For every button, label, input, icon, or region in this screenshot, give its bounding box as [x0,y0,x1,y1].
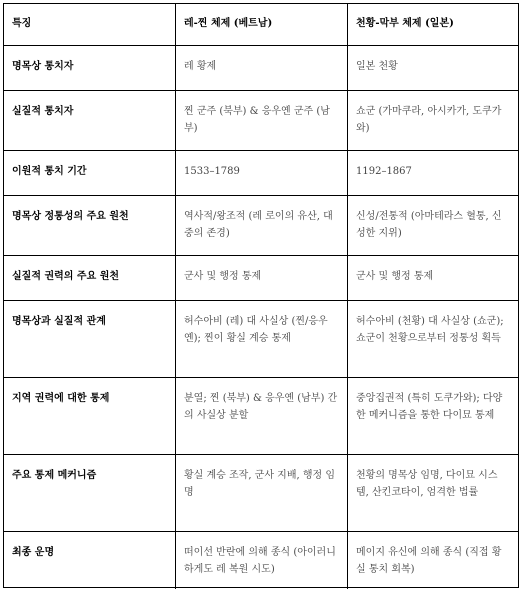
vietnam-cell: 1533–1789 [176,151,348,195]
header-japan: 천황-막부 체제 (일본) [348,4,518,45]
table-row [4,256,518,301]
vietnam-cell: 떠이선 반란에 의해 종식 (아이러니하게도 레 복원 시도) [176,532,348,589]
japan-cell: 군사 및 행정 통제 [356,271,434,282]
row-label: 주요 통제 메커니즘 [4,455,176,531]
vietnam-cell: 레 황제 [176,46,348,90]
comparison-table [3,3,519,588]
row-label: 이원적 통치 기간 [4,151,176,195]
vietnam-cell: 분열; 찐 (북부) & 응우옌 (남부) 간의 사실상 분할 [176,378,348,454]
japan-cell: 천황의 명목상 임명, 다이묘 시스템, 산킨코타이, 엄격한 법률 [356,470,498,498]
japan-cell: 중앙집권적 (특히 도쿠가와); 다양한 메커니즘을 통한 다이묘 통제 [356,393,503,421]
vietnam-cell: 역사적/왕조적 (레 로이의 유산, 대중의 존경) [176,196,348,255]
japan-cell: 허수아비 (천황) 대 사실상 (쇼군); 쇼군이 천황으로부터 정통성 획득 [356,316,504,344]
japan-cell: 쇼군 (가마쿠라, 아시카가, 도쿠가와) [356,106,502,134]
vietnam-cell: 찐 군주 (북부) & 응우옌 군주 (남부) [176,91,348,150]
header-feature: 특징 [4,4,176,45]
table-row [4,378,518,455]
vietnam-cell: 황실 계승 조작, 군사 지배, 행정 임명 [176,455,348,531]
row-label: 명목상 정통성의 주요 원천 [4,196,176,255]
table-row [4,532,518,589]
row-label: 지역 권력에 대한 통제 [4,378,176,454]
table-header-row [4,4,518,46]
table-row [4,455,518,532]
table-row [4,46,518,91]
header-vietnam: 레-찐 체제 (베트남) [176,4,348,45]
row-label: 실질적 권력의 주요 원천 [4,256,176,300]
row-label: 명목상과 실질적 관계 [4,301,176,377]
vietnam-cell: 군사 및 행정 통제 [176,256,348,300]
row-label: 실질적 통치자 [4,91,176,150]
row-label: 최종 운명 [4,532,176,589]
table-row [4,151,518,196]
row-label: 명목상 통치자 [4,46,176,90]
japan-cell: 메이지 유신에 의해 종식 (직접 황실 통치 회복) [356,547,502,575]
japan-cell: 신성/전통적 (아마테라스 혈통, 신성한 지위) [356,211,502,239]
table-row [4,301,518,378]
table-row [4,196,518,256]
japan-cell: 일본 천황 [356,61,398,72]
vietnam-cell: 허수아비 (레) 대 사실상 (찐/응우옌); 찐이 황실 계승 통제 [176,301,348,377]
table-row [4,91,518,151]
japan-cell: 1192–1867 [356,166,412,177]
